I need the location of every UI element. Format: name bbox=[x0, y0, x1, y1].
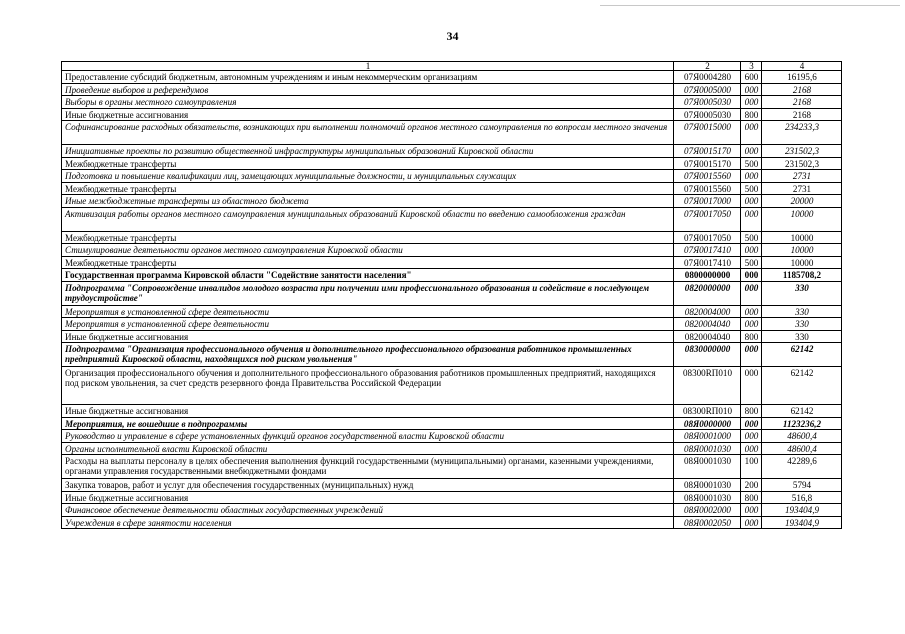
row-name-cell: Мероприятия в установленной сфере деятельности bbox=[62, 318, 674, 331]
row-code-cell: 07Я0017000 bbox=[674, 195, 741, 208]
row-amount-cell: 234233,3 bbox=[762, 121, 842, 145]
table-row bbox=[62, 269, 842, 282]
table-row bbox=[62, 417, 842, 430]
row-name-cell: Иные бюджетные ассигнования bbox=[62, 330, 674, 343]
row-kind-cell: 600 bbox=[741, 71, 762, 84]
table-row bbox=[62, 170, 842, 183]
row-name-cell: Межбюджетные трансферты bbox=[62, 231, 674, 244]
row-amount-cell: 1123236,2 bbox=[762, 417, 842, 430]
row-code-cell: 08300RП010 bbox=[674, 367, 741, 405]
row-amount-cell: 2168 bbox=[762, 83, 842, 96]
table-row bbox=[62, 504, 842, 517]
row-kind-cell: 500 bbox=[741, 256, 762, 269]
row-kind-cell: 500 bbox=[741, 231, 762, 244]
row-kind-cell: 000 bbox=[741, 417, 762, 430]
row-name-cell: Иные бюджетные ассигнования bbox=[62, 108, 674, 121]
row-code-cell: 07Я0005000 bbox=[674, 83, 741, 96]
row-name-cell: Иные межбюджетные трансферты из областного бюджета bbox=[62, 195, 674, 208]
row-kind-cell: 000 bbox=[741, 504, 762, 517]
row-kind-cell: 000 bbox=[741, 83, 762, 96]
table-row bbox=[62, 516, 842, 529]
row-code-cell: 07Я0015000 bbox=[674, 121, 741, 145]
row-code-cell: 07Я0005030 bbox=[674, 96, 741, 109]
row-kind-cell: 000 bbox=[741, 442, 762, 455]
row-amount-cell: 2731 bbox=[762, 170, 842, 183]
row-kind-cell: 100 bbox=[741, 455, 762, 479]
row-kind-cell: 000 bbox=[741, 244, 762, 257]
row-code-cell: 07Я0004280 bbox=[674, 71, 741, 84]
row-amount-cell: 330 bbox=[762, 318, 842, 331]
row-kind-cell: 000 bbox=[741, 170, 762, 183]
row-name-cell: Межбюджетные трансферты bbox=[62, 157, 674, 170]
row-code-cell: 07Я0015170 bbox=[674, 145, 741, 158]
row-name-cell: Закупка товаров, работ и услуг для обеспечения государственных (муниципальных) нужд bbox=[62, 479, 674, 492]
row-code-cell: 07Я0017050 bbox=[674, 231, 741, 244]
table-row bbox=[62, 318, 842, 331]
table-row bbox=[62, 244, 842, 257]
table-row bbox=[62, 455, 842, 479]
row-amount-cell: 10000 bbox=[762, 207, 842, 231]
row-amount-cell: 516,8 bbox=[762, 491, 842, 504]
row-name-cell: Предоставление субсидий бюджетным, автономным учреждениям и иным некоммерческим организациям bbox=[62, 71, 674, 84]
row-name-cell: Руководство и управление в сфере установленных функций органов государственной власти Кировской области bbox=[62, 430, 674, 443]
row-kind-cell: 000 bbox=[741, 305, 762, 318]
row-amount-cell: 62142 bbox=[762, 367, 842, 405]
row-amount-cell: 231502,3 bbox=[762, 157, 842, 170]
table-row bbox=[62, 182, 842, 195]
budget-table bbox=[61, 61, 842, 529]
row-code-cell: 08Я0001030 bbox=[674, 442, 741, 455]
row-code-cell: 08Я0001030 bbox=[674, 455, 741, 479]
table-row bbox=[62, 281, 842, 305]
row-amount-cell: 1185708,2 bbox=[762, 269, 842, 282]
row-kind-cell: 000 bbox=[741, 121, 762, 145]
row-name-cell: Иные бюджетные ассигнования bbox=[62, 405, 674, 418]
table-row bbox=[62, 491, 842, 504]
table-row bbox=[62, 343, 842, 367]
row-name-cell: Подпрограмма "Организация профессионального обучения и дополнительного профессионального образования работников промышленных предприятий Кировской области, находящихся под риском увольнения" bbox=[62, 343, 674, 367]
table-header-row bbox=[62, 62, 842, 71]
row-kind-cell: 000 bbox=[741, 207, 762, 231]
row-code-cell: 07Я0017410 bbox=[674, 244, 741, 257]
row-kind-cell: 000 bbox=[741, 516, 762, 529]
row-amount-cell: 2168 bbox=[762, 108, 842, 121]
row-code-cell: 07Я0017410 bbox=[674, 256, 741, 269]
row-name-cell: Инициативные проекты по развитию общественной инфраструктуры муниципальных образований Кировской области bbox=[62, 145, 674, 158]
row-amount-cell: 231502,3 bbox=[762, 145, 842, 158]
row-name-cell: Софинансирование расходных обязательств, возникающих при выполнении полномочий органов местного самоуправления по вопросам местного значения bbox=[62, 121, 674, 145]
table-row bbox=[62, 71, 842, 84]
row-amount-cell: 193404,9 bbox=[762, 516, 842, 529]
row-code-cell: 08Я0002000 bbox=[674, 504, 741, 517]
row-name-cell: Иные бюджетные ассигнования bbox=[62, 491, 674, 504]
header-col-2: 2 bbox=[674, 62, 741, 71]
table-row bbox=[62, 83, 842, 96]
row-amount-cell: 2168 bbox=[762, 96, 842, 109]
row-kind-cell: 000 bbox=[741, 318, 762, 331]
row-amount-cell: 20000 bbox=[762, 195, 842, 208]
row-kind-cell: 000 bbox=[741, 145, 762, 158]
table-row bbox=[62, 231, 842, 244]
row-code-cell: 0820004040 bbox=[674, 330, 741, 343]
table-row bbox=[62, 121, 842, 145]
row-code-cell: 07Я0015560 bbox=[674, 170, 741, 183]
row-name-cell: Подготовка и повышение квалификации лиц, замещающих муниципальные должности, и муниципальных служащих bbox=[62, 170, 674, 183]
page-number: 34 bbox=[446, 29, 459, 43]
table-row bbox=[62, 405, 842, 418]
row-code-cell: 08Я0000000 bbox=[674, 417, 741, 430]
row-code-cell: 08Я0002050 bbox=[674, 516, 741, 529]
row-kind-cell: 200 bbox=[741, 479, 762, 492]
table-row bbox=[62, 195, 842, 208]
table-row bbox=[62, 367, 842, 405]
row-code-cell: 07Я0015560 bbox=[674, 182, 741, 195]
header-col-3: 3 bbox=[741, 62, 762, 71]
row-name-cell: Подпрограмма "Сопровождение инвалидов молодого возраста при получении ими профессионального образования и содействие в последующем трудоустройстве" bbox=[62, 281, 674, 305]
table-row bbox=[62, 330, 842, 343]
row-kind-cell: 800 bbox=[741, 330, 762, 343]
row-kind-cell: 000 bbox=[741, 281, 762, 305]
row-amount-cell: 330 bbox=[762, 330, 842, 343]
row-code-cell: 0820004000 bbox=[674, 305, 741, 318]
row-amount-cell: 48600,4 bbox=[762, 442, 842, 455]
table-row bbox=[62, 430, 842, 443]
row-kind-cell: 800 bbox=[741, 491, 762, 504]
row-amount-cell: 62142 bbox=[762, 405, 842, 418]
table-row bbox=[62, 207, 842, 231]
row-amount-cell: 10000 bbox=[762, 256, 842, 269]
row-kind-cell: 000 bbox=[741, 269, 762, 282]
row-kind-cell: 000 bbox=[741, 430, 762, 443]
row-code-cell: 08300RП010 bbox=[674, 405, 741, 418]
row-name-cell: Расходы на выплаты персоналу в целях обеспечения выполнения функций государственными (муниципальными) органами, казенными учреждениями, органами управления государственными внебюджетными фондами bbox=[62, 455, 674, 479]
row-name-cell: Органы исполнительной власти Кировской области bbox=[62, 442, 674, 455]
row-code-cell: 0820000000 bbox=[674, 281, 741, 305]
row-kind-cell: 000 bbox=[741, 96, 762, 109]
row-amount-cell: 16195,6 bbox=[762, 71, 842, 84]
table-row bbox=[62, 442, 842, 455]
row-kind-cell: 500 bbox=[741, 182, 762, 195]
header-col-1: 1 bbox=[62, 62, 674, 71]
row-name-cell: Активизация работы органов местного самоуправления муниципальных образований Кировской области по введению самообложения граждан bbox=[62, 207, 674, 231]
row-code-cell: 07Я0017050 bbox=[674, 207, 741, 231]
row-name-cell: Мероприятия, не вошедшие в подпрограммы bbox=[62, 417, 674, 430]
row-code-cell: 0830000000 bbox=[674, 343, 741, 367]
row-code-cell: 08Я0001000 bbox=[674, 430, 741, 443]
row-kind-cell: 000 bbox=[741, 367, 762, 405]
table-row bbox=[62, 305, 842, 318]
row-amount-cell: 193404,9 bbox=[762, 504, 842, 517]
row-name-cell: Учреждения в сфере занятости населения bbox=[62, 516, 674, 529]
table-row bbox=[62, 256, 842, 269]
row-amount-cell: 330 bbox=[762, 305, 842, 318]
row-name-cell: Мероприятия в установленной сфере деятельности bbox=[62, 305, 674, 318]
row-name-cell: Выборы в органы местного самоуправления bbox=[62, 96, 674, 109]
row-kind-cell: 800 bbox=[741, 405, 762, 418]
row-code-cell: 0820004040 bbox=[674, 318, 741, 331]
table-row bbox=[62, 145, 842, 158]
row-name-cell: Межбюджетные трансферты bbox=[62, 256, 674, 269]
row-kind-cell: 500 bbox=[741, 157, 762, 170]
table-row bbox=[62, 157, 842, 170]
row-code-cell: 08Я0001030 bbox=[674, 491, 741, 504]
row-code-cell: 0800000000 bbox=[674, 269, 741, 282]
top-rule bbox=[600, 5, 900, 6]
row-name-cell: Организация профессионального обучения и дополнительного профессионального образования работников промышленных предприятий, находящихся под риском увольнения, за счет средств резервного фонда Правительства Российской Федерации bbox=[62, 367, 674, 405]
row-name-cell: Финансовое обеспечение деятельности областных государственных учреждений bbox=[62, 504, 674, 517]
row-code-cell: 07Я0015170 bbox=[674, 157, 741, 170]
row-amount-cell: 10000 bbox=[762, 231, 842, 244]
row-amount-cell: 330 bbox=[762, 281, 842, 305]
row-name-cell: Проведение выборов и референдумов bbox=[62, 83, 674, 96]
row-amount-cell: 10000 bbox=[762, 244, 842, 257]
row-amount-cell: 62142 bbox=[762, 343, 842, 367]
row-kind-cell: 000 bbox=[741, 343, 762, 367]
header-col-4: 4 bbox=[762, 62, 842, 71]
table-row bbox=[62, 479, 842, 492]
table-row bbox=[62, 96, 842, 109]
table-row bbox=[62, 108, 842, 121]
row-amount-cell: 48600,4 bbox=[762, 430, 842, 443]
row-name-cell: Государственная программа Кировской области "Содействие занятости населения" bbox=[62, 269, 674, 282]
row-code-cell: 07Я0005030 bbox=[674, 108, 741, 121]
row-kind-cell: 000 bbox=[741, 195, 762, 208]
row-name-cell: Межбюджетные трансферты bbox=[62, 182, 674, 195]
row-amount-cell: 42289,6 bbox=[762, 455, 842, 479]
row-kind-cell: 800 bbox=[741, 108, 762, 121]
row-amount-cell: 5794 bbox=[762, 479, 842, 492]
row-code-cell: 08Я0001030 bbox=[674, 479, 741, 492]
row-amount-cell: 2731 bbox=[762, 182, 842, 195]
row-name-cell: Стимулирование деятельности органов местного самоуправления Кировской области bbox=[62, 244, 674, 257]
